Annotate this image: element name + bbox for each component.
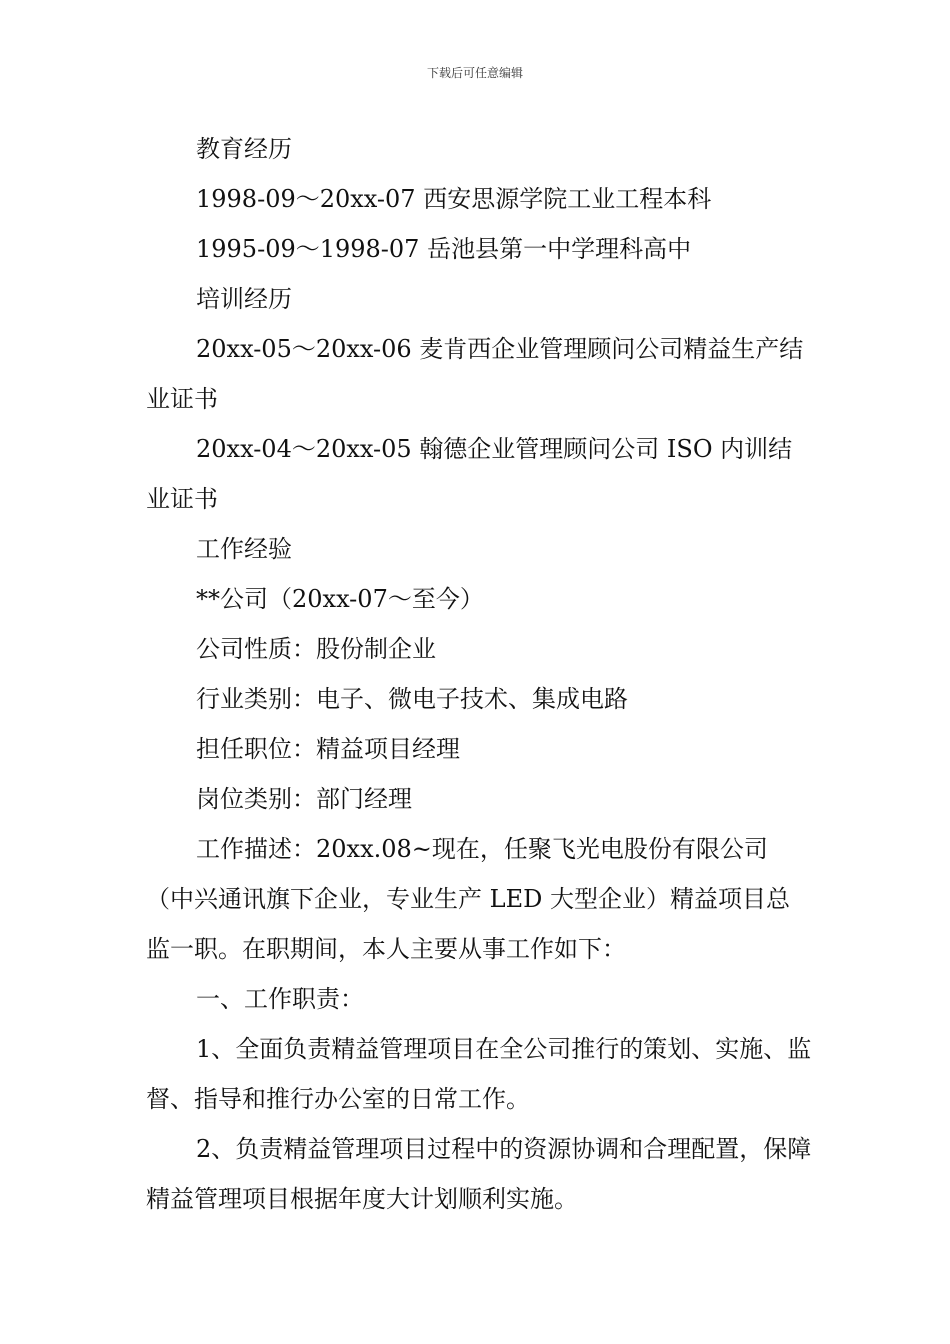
page-header: 下载后可任意编辑 xyxy=(426,66,523,80)
section-heading-education: 教育经历 xyxy=(196,135,292,163)
document-body xyxy=(146,124,812,1224)
duty-item: 1、全面负责精益管理项目在全公司推行的策划、实施、监督、指导和推行办公室的日常工作。 xyxy=(146,1035,812,1113)
training-entry: 20xx-04～20xx-05 翰德企业管理顾问公司 ISO 内训结业证书 xyxy=(146,435,793,513)
education-entry: 1995-09～1998-07 岳池县第一中学理科高中 xyxy=(196,235,692,263)
duties-heading: 一、工作职责： xyxy=(196,985,364,1013)
position-title: 担任职位：精益项目经理 xyxy=(196,735,460,763)
section-heading-work: 工作经验 xyxy=(196,535,292,563)
company-line: **公司（20xx-07～至今） xyxy=(196,585,484,613)
duty-item: 2、负责精益管理项目过程中的资源协调和合理配置，保障精益管理项目根据年度大计划顺利实施。 xyxy=(146,1135,812,1213)
training-entry: 20xx-05～20xx-06 麦肯西企业管理顾问公司精益生产结业证书 xyxy=(146,335,804,413)
position-category: 岗位类别：部门经理 xyxy=(196,785,412,813)
section-heading-training: 培训经历 xyxy=(196,285,292,313)
work-description: 工作描述：20xx.08~现在，任聚飞光电股份有限公司（中兴通讯旗下企业，专业生产 LED 大型企业）精益项目总监一职。在职期间，本人主要从事工作如下： xyxy=(146,835,790,963)
industry-category: 行业类别：电子、微电子技术、集成电路 xyxy=(196,685,628,713)
education-entry: 1998-09～20xx-07 西安思源学院工业工程本科 xyxy=(196,185,712,213)
company-nature: 公司性质：股份制企业 xyxy=(196,635,436,663)
